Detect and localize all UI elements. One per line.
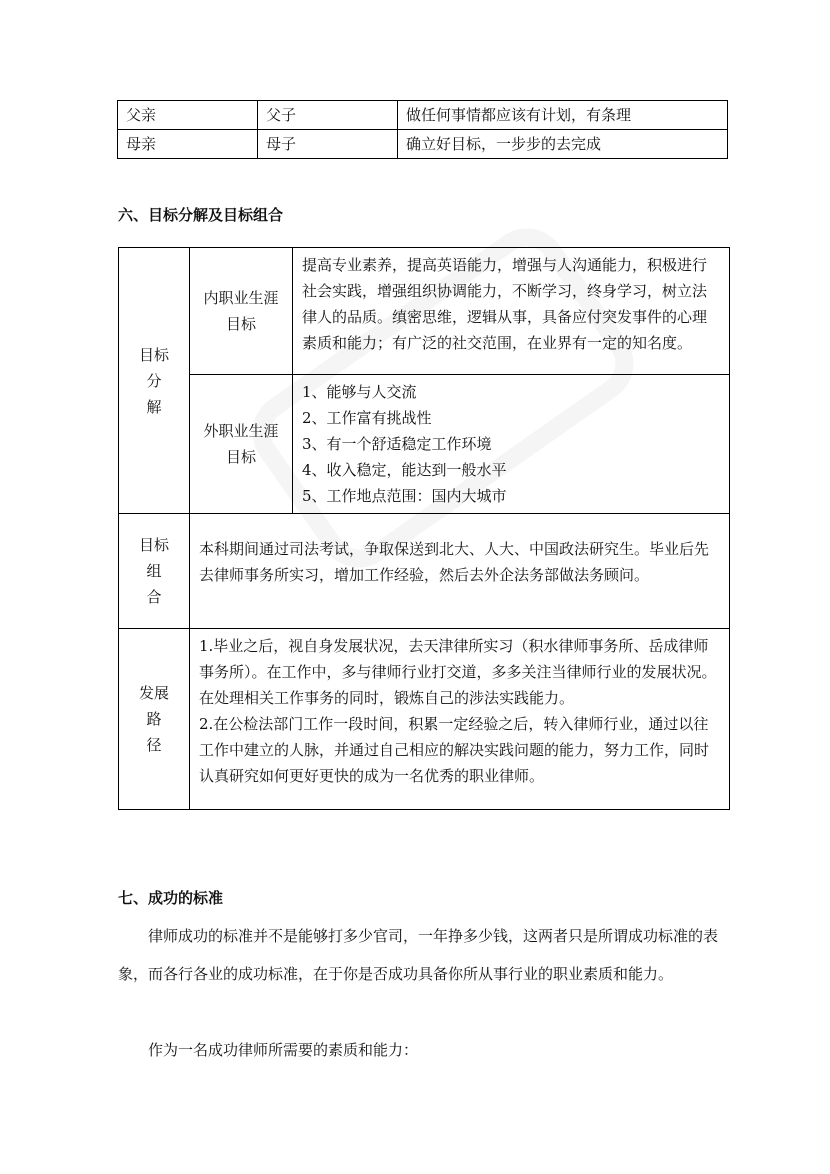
outer-career-goal-list <box>293 375 730 514</box>
table-row <box>119 514 730 629</box>
inner-career-goal-label: 内职业生涯 目标 <box>190 248 293 375</box>
table-row <box>118 101 728 130</box>
development-path-label: 发展路 径 <box>119 629 190 810</box>
advice-cell: 做任何事情都应该有计划，有条理 <box>398 101 728 130</box>
path-item: 2.在公检法部门工作一段时间，积累一定经验之后，转入律师行业，通过以往工作中建立的人脉，并通过自己相应的解决实践问题的能力，努力工作，同时认真研究如何更好更快的成为一名优秀的职业律师。 <box>199 715 710 785</box>
pair-cell: 母子 <box>258 130 398 159</box>
inner-career-goal-text: 提高专业素养，提高英语能力，增强与人沟通能力，积极进行社会实践，增强组织协调能力，不断学习，终身学习，树立法律人的品质。缜密思维，逻辑从事，具备应付突发事件的心理素质和能力；有广泛的社交范围，在业界有一定的知名度。 <box>293 248 730 375</box>
list-item: 1、能够与人交流 <box>302 383 417 401</box>
relatives-table <box>117 100 728 159</box>
relation-cell: 母亲 <box>118 130 258 159</box>
section-7-paragraph-2: 作为一名成功律师所需要的素质和能力： <box>148 1041 419 1059</box>
development-path-text <box>190 629 730 810</box>
advice-cell: 确立好目标，一步步的去完成 <box>398 130 728 159</box>
table-row <box>119 375 730 514</box>
list-item: 3、有一个舒适稳定工作环境 <box>302 435 492 453</box>
section-7-heading: 七、成功的标准 <box>118 889 224 907</box>
list-item: 2、工作富有挑战性 <box>302 409 432 427</box>
list-item: 5、工作地点范围：国内大城市 <box>302 487 507 505</box>
section-7-paragraph: 律师成功的标准并不是能够打多少官司，一年挣多少钱，这两者只是所谓成功标准的表象，而各行各业的成功标准，在于你是否成功具备你所从事行业的职业素质和能力。 <box>118 927 719 983</box>
section-6-heading: 六、目标分解及目标组合 <box>118 206 284 224</box>
table-row <box>119 248 730 375</box>
pair-cell: 父子 <box>258 101 398 130</box>
outer-career-goal-label: 外职业生涯 目标 <box>190 375 293 514</box>
goal-combo-label: 目标组 合 <box>119 514 190 629</box>
path-item: 1.毕业之后，视自身发展状况，去天津律所实习（积水律师事务所、岳成律师事务所）。在工作中，多与律师行业打交道，多多关注当律师行业的发展状况。在处理相关工作事务的同时，锻炼自己的涉法实践能力。 <box>199 637 717 707</box>
goal-combo-text: 本科期间通过司法考试，争取保送到北大、人大、中国政法研究生。毕业后先去律师事务所实习，增加工作经验，然后去外企法务部做法务顾问。 <box>190 514 730 629</box>
goal-table <box>118 247 730 810</box>
list-item: 4、收入稳定，能达到一般水平 <box>302 461 507 479</box>
goal-breakdown-label: 目标分 解 <box>119 248 190 514</box>
table-row <box>119 629 730 810</box>
table-row <box>118 130 728 159</box>
relation-cell: 父亲 <box>118 101 258 130</box>
